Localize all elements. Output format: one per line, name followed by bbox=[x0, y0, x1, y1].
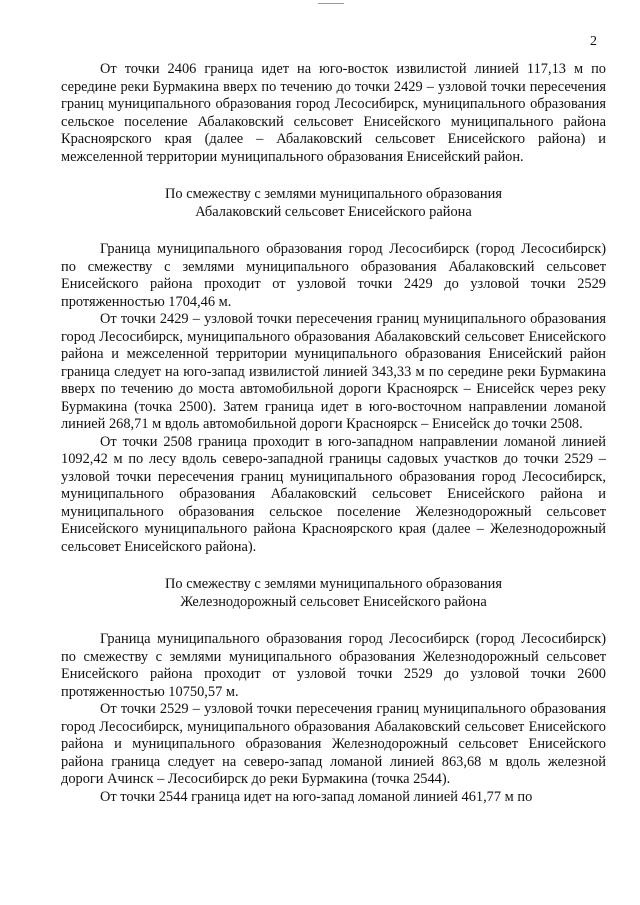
heading-line: Железнодорожный сельсовет Енисейского района bbox=[180, 593, 487, 610]
section-heading-zheleznodorozhny bbox=[61, 576, 606, 611]
heading-line: По смежеству с землями муниципального образования bbox=[165, 576, 502, 592]
paragraph-boundary-2406: От точки 2406 граница идет на юго-восток извилистой линией 117,13 м по середине реки Бурмакина вверх по течению до точки 2429 – узловой точки пересечения границ муниципального образования город Лесосибирск, муниципального образования сельское поселение Абалаковский сельсовет Енисейского муниципального района Красноярского края (далее – Абалаковский сельсовет Енисейского района) и межселенной территории муниципального образования Енисейский район. bbox=[61, 61, 606, 165]
document-body bbox=[61, 61, 606, 806]
paragraph-point-2508: От точки 2508 граница проходит в юго-западном направлении ломаной линией 1092,42 м по лесу вдоль северо-западной границы садовых участков до точки 2529 – узловой точки пересечения границ муниципального образования город Лесосибирск, муниципального образования Абалаковский сельсовет Енисейского района и муниципального образования сельское поселение Железнодорожный сельсовет Енисейского муниципального района Красноярского края (далее – Железнодорожный сельсовет Енисейского района). bbox=[61, 433, 606, 555]
paragraph-point-2529: От точки 2529 – узловой точки пересечения границ муниципального образования город Лесосибирск, муниципального образования Абалаковский сельсовет Енисейского района и муниципального образования Железнодорожный сельсовет Енисейского района граница следует на северо-запад ломаной линией 863,68 м вдоль железной дороги Ачинск – Лесосибирск до реки Бурмакина (точка 2544). bbox=[61, 701, 606, 787]
heading-line: По смежеству с землями муниципального образования bbox=[165, 186, 502, 202]
scan-mark bbox=[318, 3, 344, 4]
section-heading-abalakovsky bbox=[61, 186, 606, 221]
page-number: 2 bbox=[590, 34, 597, 49]
paragraph-abalakovsky-summary: Граница муниципального образования город Лесосибирск (город Лесосибирск) по смежеству с землями муниципального образования Абалаковский сельсовет Енисейского района проходит от узловой точки 2429 до узловой точки 2529 протяженностью 1704,46 м. bbox=[61, 241, 606, 310]
heading-line: Абалаковский сельсовет Енисейского района bbox=[195, 203, 472, 220]
paragraph-zheleznodorozhny-summary: Граница муниципального образования город Лесосибирск (город Лесосибирск) по смежеству с землями муниципального образования Железнодорожный сельсовет Енисейского района проходит от узловой точки 2529 до узловой точки 2600 протяженностью 10750,57 м. bbox=[61, 631, 606, 700]
paragraph-point-2544: От точки 2544 граница идет на юго-запад ломаной линией 461,77 м по bbox=[100, 788, 533, 805]
paragraph-point-2429: От точки 2429 – узловой точки пересечения границ муниципального образования город Лесосибирск, муниципального образования Абалаковский сельсовет Енисейского района и межселенной территории муниципального образования Енисейский район граница следует на юго-запад извилистой линией 343,33 м по середине реки Бурмакина вверх по течению до моста автомобильной дороги Красноярск – Енисейск через реку Бурмакина (точка 2500). Затем граница идет в юго-восточном направлении ломаной линией 268,71 м вдоль автомобильной дороги Красноярск – Енисейск до точки 2508. bbox=[61, 311, 606, 432]
